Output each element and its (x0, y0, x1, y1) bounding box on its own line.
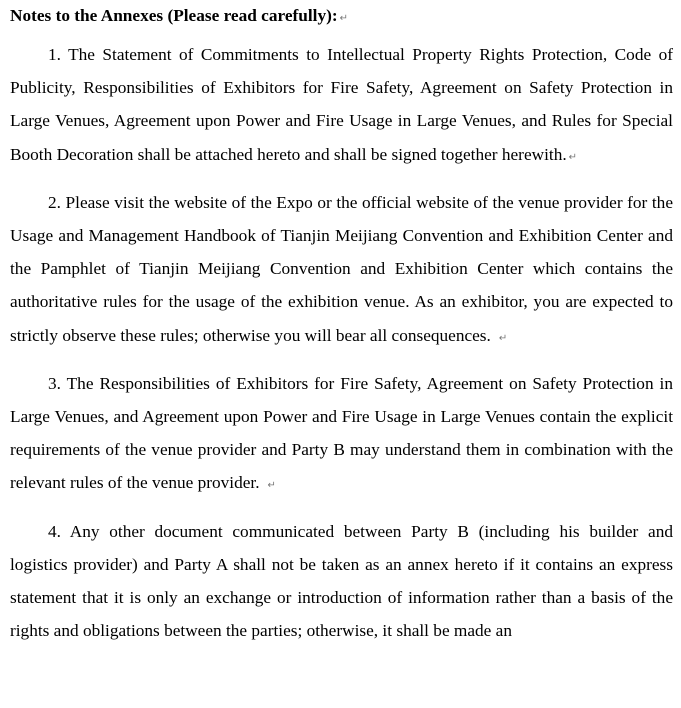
annex-note-4-text: 4. Any other document communicated between Party B (including his builder and logistics provider) and Party A shall not be taken as an annex hereto if it contains an express statement that it is only an exchange or introduction of information rather than a basis of the rights and obligations between the parties; otherwise, it shall be made an (10, 521, 673, 641)
annex-note-1-text: 1. The Statement of Commitments to Intellectual Property Rights Protection, Code of Publicity, Responsibilities of Exhibitors for Fire Safety, Agreement on Safety Protection in Large Venues, Agreement upon Power and Fire Usage in Large Venues, and Rules for Special Booth Decoration shall be attached hereto and shall be signed together herewith. (10, 45, 673, 164)
annex-note-2-text: 2. Please visit the website of the Expo or the official website of the venue provider for the Usage and Management Handbook of Tianjin Meijiang Convention and Exhibition Center and the Pamphlet of Tianjin Meijiang Convention and Exhibition Center which contains the authoritative rules for the usage of the exhibition venue. As an exhibitor, you are expected to strictly observe these rules; otherwise you will bear all consequences. (10, 192, 673, 345)
annex-note-1 (10, 38, 673, 174)
document-body (10, 0, 673, 647)
paragraph-mark-icon: ↵ (568, 151, 578, 163)
notes-heading (10, 5, 673, 30)
notes-heading-text: Notes to the Annexes (Please read carefully): (10, 6, 338, 25)
annex-note-2 (10, 186, 673, 355)
annex-note-4 (10, 515, 673, 648)
paragraph-mark-icon: ↵ (267, 480, 276, 492)
annex-note-3-text: 3. The Responsibilities of Exhibitors for Fire Safety, Agreement on Safety Protection in Large Venues, and Agreement upon Power and Fire Usage in Large Venues contain the explicit requirements of the venue provider and Party B may understand them in combination with the relevant rules of the venue provider. (10, 373, 673, 493)
paragraph-mark-icon: ↵ (498, 332, 508, 344)
paragraph-mark-icon: ↵ (339, 13, 349, 24)
annex-note-3 (10, 367, 673, 503)
